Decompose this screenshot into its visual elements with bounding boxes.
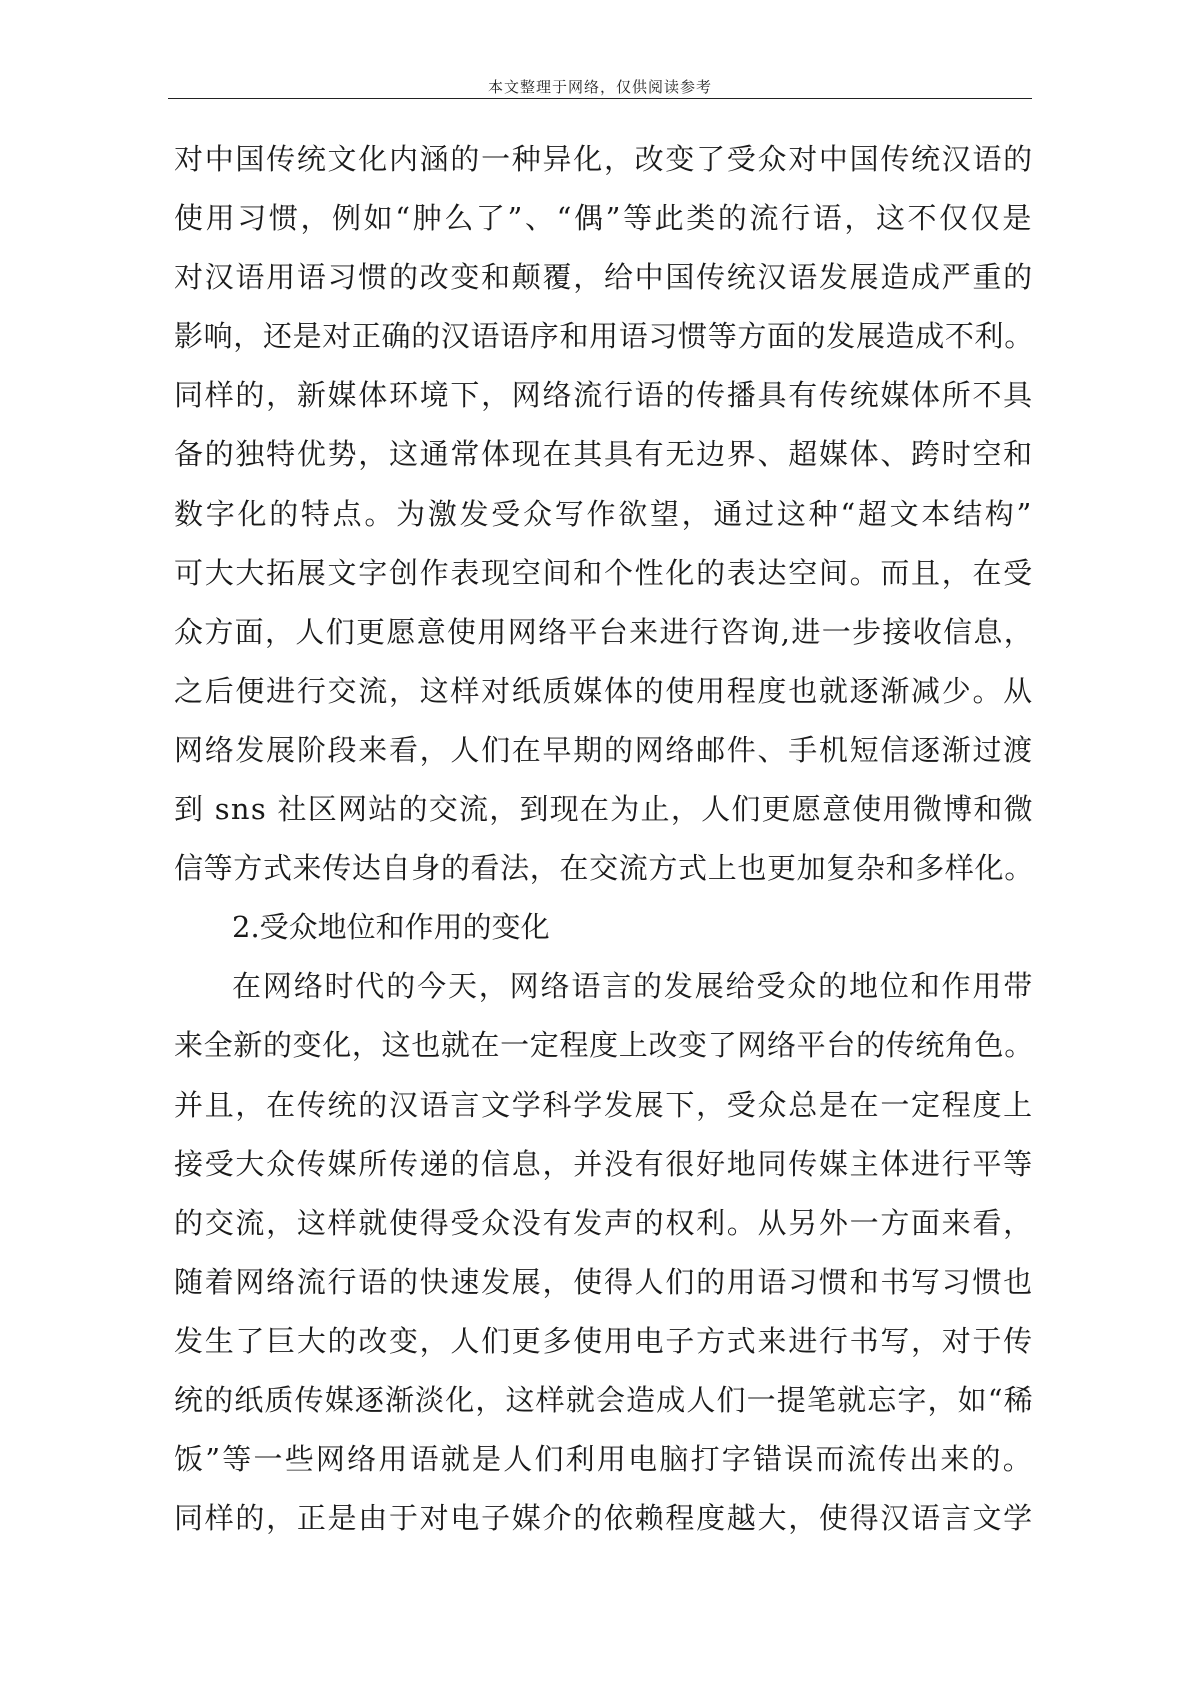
text-line: 统的纸质传媒逐渐淡化，这样就会造成人们一提笔就忘字，如“稀 (174, 1382, 1034, 1417)
text-line: 同样的，新媒体环境下，网络流行语的传播具有传统媒体所不具 (174, 378, 1034, 413)
page-header: 本文整理于网络，仅供阅读参考 (487, 78, 712, 96)
text-line: 来全新的变化，这也就在一定程度上改变了网络平台的传统角色。 (174, 1028, 1034, 1063)
text-line: 到 sns 社区网站的交流，到现在为止，人们更愿意使用微博和微 (174, 792, 1034, 827)
text-line: 随着网络流行语的快速发展，使得人们的用语习惯和书写习惯也 (174, 1264, 1034, 1299)
text-line: 影响，还是对正确的汉语语序和用语习惯等方面的发展造成不利。 (174, 319, 1034, 354)
text-line: 众方面，人们更愿意使用网络平台来进行咨询,进一步接收信息， (174, 614, 1035, 649)
text-line: 并且，在传统的汉语言文学科学发展下，受众总是在一定程度上 (174, 1087, 1034, 1122)
text-line: 备的独特优势，这通常体现在其具有无边界、超媒体、跨时空和 (174, 437, 1034, 472)
text-line: 的交流，这样就使得受众没有发声的权利。从另外一方面来看， (174, 1205, 1034, 1240)
text-line: 2.受众地位和作用的变化 (232, 910, 550, 945)
text-line: 使用习惯，例如“肿么了”、“偶”等此类的流行语，这不仅仅是 (174, 201, 1034, 236)
text-line: 对中国传统文化内涵的一种异化，改变了受众对中国传统汉语的 (174, 142, 1034, 176)
text-line: 发生了巨大的改变，人们更多使用电子方式来进行书写，对于传 (174, 1323, 1034, 1358)
text-line: 接受大众传媒所传递的信息，并没有很好地同传媒主体进行平等 (174, 1146, 1034, 1181)
text-line: 数字化的特点。为激发受众写作欲望，通过这种“超文本结构” (174, 496, 1035, 531)
text-line: 对汉语用语习惯的改变和颠覆，给中国传统汉语发展造成严重的 (174, 260, 1034, 295)
text-line: 信等方式来传达自身的看法，在交流方式上也更加复杂和多样化。 (174, 851, 1034, 886)
header-divider (168, 98, 1032, 99)
text-line: 同样的，正是由于对电子媒介的依赖程度越大，使得汉语言文学 (174, 1501, 1034, 1536)
text-line: 在网络时代的今天，网络语言的发展给受众的地位和作用带 (232, 969, 1035, 1004)
text-line: 可大大拓展文字创作表现空间和个性化的表达空间。而且，在受 (174, 555, 1034, 590)
document-body (174, 130, 1034, 1548)
text-line: 饭”等一些网络用语就是人们利用电脑打字错误而流传出来的。 (174, 1442, 1034, 1477)
text-line: 网络发展阶段来看，人们在早期的网络邮件、手机短信逐渐过渡 (174, 732, 1034, 767)
text-line: 之后便进行交流，这样对纸质媒体的使用程度也就逐渐减少。从 (174, 673, 1034, 708)
